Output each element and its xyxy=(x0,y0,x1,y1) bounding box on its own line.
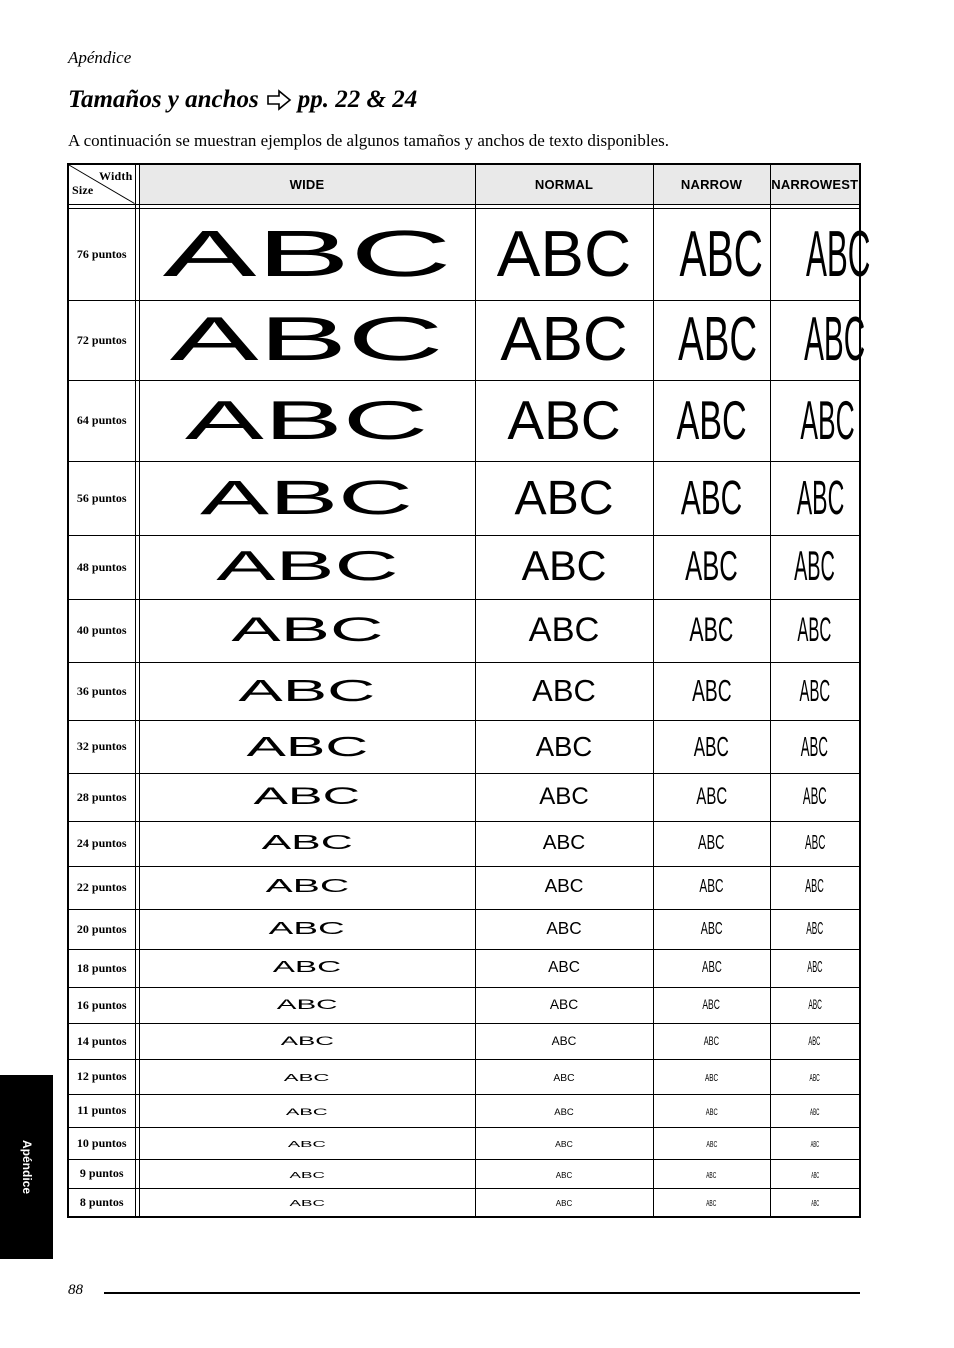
corner-header xyxy=(68,164,135,204)
size-label: 8 puntos xyxy=(68,1188,135,1217)
sample-text: ABC xyxy=(261,831,353,855)
sample-text: ABC xyxy=(532,672,596,708)
sample-text: ABC xyxy=(253,782,361,810)
arrow-right-icon xyxy=(266,89,292,111)
sample-normal xyxy=(475,987,653,1023)
sample-wide xyxy=(139,1059,475,1094)
size-label: 14 puntos xyxy=(68,1023,135,1059)
sample-text: ABC xyxy=(706,1139,717,1149)
sample-text: ABC xyxy=(554,1106,574,1118)
sample-wide xyxy=(139,300,475,380)
table-row xyxy=(68,821,860,866)
sample-narrow xyxy=(653,300,770,380)
sample-text: ABC xyxy=(691,672,732,708)
size-width-table xyxy=(67,163,870,1218)
table-row xyxy=(68,720,860,773)
sample-normal xyxy=(475,1094,653,1127)
sample-text: ABC xyxy=(496,217,632,291)
sample-text: ABC xyxy=(162,217,452,291)
sample-wide xyxy=(139,535,475,599)
sample-narrow xyxy=(653,1159,770,1188)
sample-text: ABC xyxy=(809,1072,820,1084)
sample-normal xyxy=(475,949,653,987)
title-text: Tamaños y anchos xyxy=(68,86,259,113)
sample-normal xyxy=(475,300,653,380)
sample-text: ABC xyxy=(170,305,444,375)
sample-text: ABC xyxy=(238,672,376,708)
sample-text: ABC xyxy=(548,959,580,976)
sample-narrow xyxy=(653,987,770,1023)
sample-narrow xyxy=(653,1127,770,1159)
table-row xyxy=(68,1023,860,1059)
sample-narrowest xyxy=(770,461,860,535)
sample-normal xyxy=(475,821,653,866)
sample-narrow xyxy=(653,1094,770,1127)
sample-wide xyxy=(139,1159,475,1188)
sample-narrowest xyxy=(770,662,860,720)
title-pages: pp. 22 & 24 xyxy=(297,86,418,113)
sample-wide xyxy=(139,662,475,720)
table-row xyxy=(68,461,860,535)
column-header-narrowest: NARROWEST xyxy=(770,164,860,204)
sample-text: ABC xyxy=(705,1106,718,1118)
size-label: 40 puntos xyxy=(68,599,135,662)
sample-narrow xyxy=(653,1188,770,1217)
sample-wide xyxy=(139,1023,475,1059)
size-label: 20 puntos xyxy=(68,909,135,949)
sample-text: ABC xyxy=(549,997,579,1012)
size-label: 10 puntos xyxy=(68,1127,135,1159)
table-row xyxy=(68,380,860,461)
sample-text: ABC xyxy=(500,305,628,375)
sample-text: ABC xyxy=(551,1034,577,1048)
sample-text: ABC xyxy=(539,782,589,810)
sample-normal xyxy=(475,1023,653,1059)
sample-text: ABC xyxy=(810,1199,819,1209)
size-label: 22 puntos xyxy=(68,866,135,909)
sample-text: ABC xyxy=(803,305,865,375)
sample-text: ABC xyxy=(215,543,399,590)
side-tab-label: Apéndice xyxy=(19,1139,34,1195)
sample-text: ABC xyxy=(246,730,368,762)
sample-text: ABC xyxy=(805,876,825,898)
sample-narrowest xyxy=(770,1127,860,1159)
sample-text: ABC xyxy=(555,1170,573,1180)
sample-text: ABC xyxy=(528,611,600,650)
sample-wide xyxy=(139,909,475,949)
table-row xyxy=(68,773,860,821)
sample-text: ABC xyxy=(284,1072,330,1084)
sample-narrowest xyxy=(770,866,860,909)
sample-text: ABC xyxy=(807,997,822,1012)
sample-text: ABC xyxy=(286,1106,328,1118)
sample-text: ABC xyxy=(796,470,844,525)
sample-normal xyxy=(475,866,653,909)
table-row xyxy=(68,1094,860,1127)
sample-text: ABC xyxy=(685,543,738,590)
sample-normal xyxy=(475,909,653,949)
table-row xyxy=(68,535,860,599)
sample-text: ABC xyxy=(706,1170,717,1180)
sample-narrowest xyxy=(770,909,860,949)
sample-text: ABC xyxy=(680,470,743,525)
table-body xyxy=(68,204,870,1217)
sample-narrowest xyxy=(770,1059,860,1094)
sample-text: ABC xyxy=(230,611,384,650)
sample-narrow xyxy=(653,720,770,773)
sample-narrowest xyxy=(770,380,860,461)
column-header-narrow: NARROW xyxy=(653,164,770,204)
size-label: 18 puntos xyxy=(68,949,135,987)
sample-narrowest xyxy=(770,720,860,773)
sample-text: ABC xyxy=(704,1072,719,1084)
size-label: 12 puntos xyxy=(68,1059,135,1094)
sample-narrow xyxy=(653,1059,770,1094)
size-label: 76 puntos xyxy=(68,208,135,300)
sample-narrow xyxy=(653,909,770,949)
sample-text: ABC xyxy=(810,1170,819,1180)
sample-text: ABC xyxy=(794,543,836,590)
sample-narrowest xyxy=(770,599,860,662)
sample-text: ABC xyxy=(702,997,721,1012)
sample-normal xyxy=(475,1127,653,1159)
sample-narrowest xyxy=(770,821,860,866)
sample-normal xyxy=(475,1059,653,1094)
sample-text: ABC xyxy=(676,388,747,451)
table-row xyxy=(68,949,860,987)
sample-narrowest xyxy=(770,1159,860,1188)
sample-text: ABC xyxy=(699,876,724,898)
table-row xyxy=(68,1059,860,1094)
sample-text: ABC xyxy=(706,1199,717,1209)
sample-wide xyxy=(139,987,475,1023)
size-label: 48 puntos xyxy=(68,535,135,599)
sample-text: ABC xyxy=(555,1139,573,1149)
size-label: 56 puntos xyxy=(68,461,135,535)
sample-normal xyxy=(475,380,653,461)
sample-text: ABC xyxy=(805,217,870,291)
sample-narrowest xyxy=(770,949,860,987)
section-label: Apéndice xyxy=(68,48,132,67)
footer-rule xyxy=(104,1292,860,1294)
sample-normal xyxy=(475,662,653,720)
sample-wide xyxy=(139,821,475,866)
sample-narrow xyxy=(653,773,770,821)
sample-normal xyxy=(475,1159,653,1188)
sample-text: ABC xyxy=(679,217,763,291)
sample-wide xyxy=(139,773,475,821)
sample-narrow xyxy=(653,821,770,866)
sample-text: ABC xyxy=(200,470,414,525)
sample-text: ABC xyxy=(689,611,734,650)
table-row xyxy=(68,866,860,909)
sample-wide xyxy=(139,949,475,987)
sample-text: ABC xyxy=(802,782,827,810)
sample-text: ABC xyxy=(276,997,338,1012)
size-label: 32 puntos xyxy=(68,720,135,773)
size-label: 64 puntos xyxy=(68,380,135,461)
table-row xyxy=(68,987,860,1023)
sample-narrow xyxy=(653,599,770,662)
sample-wide xyxy=(139,208,475,300)
size-label: 72 puntos xyxy=(68,300,135,380)
sample-text: ABC xyxy=(265,876,349,898)
column-header-wide: WIDE xyxy=(139,164,475,204)
sample-normal xyxy=(475,773,653,821)
sample-text: ABC xyxy=(272,959,342,976)
sample-normal xyxy=(475,461,653,535)
corner-size-label: Size xyxy=(72,182,94,197)
sample-text: ABC xyxy=(514,470,614,525)
sample-narrowest xyxy=(770,987,860,1023)
table-row xyxy=(68,1188,860,1217)
sample-normal xyxy=(475,720,653,773)
sample-text: ABC xyxy=(535,730,593,762)
sample-wide xyxy=(139,599,475,662)
sample-text: ABC xyxy=(677,305,757,375)
table-row xyxy=(68,1159,860,1188)
sample-text: ABC xyxy=(542,831,586,855)
sample-narrowest xyxy=(770,1094,860,1127)
table-row xyxy=(68,300,860,380)
sample-wide xyxy=(139,1094,475,1127)
sample-text: ABC xyxy=(799,388,855,451)
sample-narrow xyxy=(653,662,770,720)
sample-narrowest xyxy=(770,1023,860,1059)
sample-wide xyxy=(139,866,475,909)
size-label: 28 puntos xyxy=(68,773,135,821)
size-label: 36 puntos xyxy=(68,662,135,720)
sample-text: ABC xyxy=(700,918,723,938)
sample-text: ABC xyxy=(269,918,345,938)
sample-narrowest xyxy=(770,300,865,380)
sample-text: ABC xyxy=(807,959,823,976)
sample-narrowest xyxy=(770,1188,860,1217)
sample-text: ABC xyxy=(701,959,722,976)
sample-normal xyxy=(475,1188,653,1217)
size-label: 16 puntos xyxy=(68,987,135,1023)
side-tab xyxy=(0,1075,53,1259)
sample-text: ABC xyxy=(810,1139,819,1149)
sample-text: ABC xyxy=(287,1139,326,1149)
sample-text: ABC xyxy=(810,1106,820,1118)
sample-narrow xyxy=(653,949,770,987)
sample-narrow xyxy=(653,380,770,461)
sample-normal xyxy=(475,599,653,662)
table-row xyxy=(68,208,860,300)
sample-wide xyxy=(139,380,475,461)
sample-text: ABC xyxy=(703,1034,720,1048)
sample-text: ABC xyxy=(555,1199,573,1209)
sample-narrow xyxy=(653,208,770,300)
sample-narrow xyxy=(653,461,770,535)
sample-text: ABC xyxy=(553,1072,575,1084)
size-label: 24 puntos xyxy=(68,821,135,866)
sample-text: ABC xyxy=(544,876,584,898)
sample-text: ABC xyxy=(185,388,429,451)
page-number: 88 xyxy=(68,1282,83,1298)
intro-text: A continuación se muestran ejemplos de algunos tamaños y anchos de texto disponibles. xyxy=(68,131,670,150)
sample-narrow xyxy=(653,535,770,599)
size-label: 9 puntos xyxy=(68,1159,135,1188)
sample-text: ABC xyxy=(806,918,824,938)
sample-normal xyxy=(475,208,653,300)
sample-text: ABC xyxy=(507,388,621,451)
sample-text: ABC xyxy=(799,672,831,708)
page-title xyxy=(68,86,417,114)
column-header-normal: NORMAL xyxy=(475,164,653,204)
sample-text: ABC xyxy=(696,782,727,810)
sample-text: ABC xyxy=(289,1199,325,1209)
sample-wide xyxy=(139,1127,475,1159)
table-row xyxy=(68,662,860,720)
sample-text: ABC xyxy=(280,1034,334,1048)
sample-wide xyxy=(139,720,475,773)
sample-text: ABC xyxy=(289,1170,325,1180)
sample-narrowest xyxy=(770,208,870,300)
sample-text: ABC xyxy=(804,831,825,855)
sample-text: ABC xyxy=(797,611,832,650)
sample-text: ABC xyxy=(698,831,725,855)
sample-text: ABC xyxy=(521,543,607,590)
sample-narrow xyxy=(653,866,770,909)
sample-text: ABC xyxy=(801,730,829,762)
corner-width-label: Width xyxy=(99,169,133,183)
sample-text: ABC xyxy=(808,1034,821,1048)
sample-wide xyxy=(139,461,475,535)
sample-narrowest xyxy=(770,773,860,821)
sample-narrow xyxy=(653,1023,770,1059)
sample-text: ABC xyxy=(546,918,582,938)
table-row xyxy=(68,909,860,949)
table-row xyxy=(68,1127,860,1159)
sample-normal xyxy=(475,535,653,599)
sample-narrowest xyxy=(770,535,860,599)
size-label: 11 puntos xyxy=(68,1094,135,1127)
sample-text: ABC xyxy=(693,730,730,762)
sample-wide xyxy=(139,1188,475,1217)
table-row xyxy=(68,599,860,662)
